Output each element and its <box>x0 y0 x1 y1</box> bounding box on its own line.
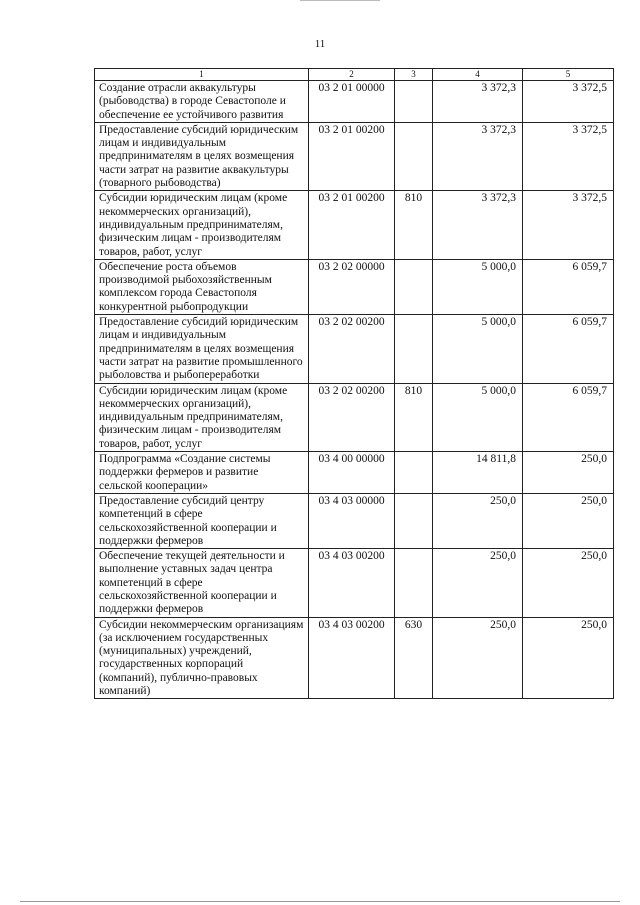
row-type-cell <box>395 452 433 494</box>
page-number: 11 <box>314 38 326 50</box>
row-code-cell: 03 4 03 00200 <box>309 617 395 699</box>
row-name-cell: Предоставление субсидий юридическим лицам и индивидуальным предпринимателям в целях возмещения части затрат на развитие промышленного рыболовства и рыбопереработки <box>95 315 309 383</box>
budget-table <box>94 68 614 699</box>
row-name-cell: Предоставление субсидий центру компетенций в сфере сельскохозяйственной кооперации и поддержки фермеров <box>95 493 309 548</box>
scan-edge-line <box>300 0 380 1</box>
column-number-row <box>95 69 614 81</box>
table-row <box>95 493 614 548</box>
row-value-2-cell: 6 059,7 <box>523 383 614 451</box>
column-header: 1 <box>95 69 309 81</box>
row-value-2-cell: 3 372,5 <box>523 122 614 190</box>
row-type-cell: 630 <box>395 617 433 699</box>
scan-edge-line <box>20 901 620 902</box>
row-code-cell: 03 4 03 00200 <box>309 549 395 617</box>
row-type-cell <box>395 315 433 383</box>
row-value-1-cell: 5 000,0 <box>433 259 523 314</box>
table-row <box>95 383 614 451</box>
row-code-cell: 03 2 02 00200 <box>309 383 395 451</box>
row-value-2-cell: 250,0 <box>523 493 614 548</box>
column-header: 5 <box>523 69 614 81</box>
row-type-cell <box>395 493 433 548</box>
table-row <box>95 315 614 383</box>
row-value-1-cell: 250,0 <box>433 617 523 699</box>
row-name-cell: Субсидии некоммерческим организациям (за исключением государственных (муниципальных) учреждений, государственных корпораций (компаний), публично-правовых компаний) <box>95 617 309 699</box>
row-code-cell: 03 2 01 00200 <box>309 191 395 259</box>
table-row <box>95 122 614 190</box>
table-row <box>95 81 614 123</box>
row-value-2-cell: 250,0 <box>523 452 614 494</box>
row-value-1-cell: 5 000,0 <box>433 383 523 451</box>
row-value-2-cell: 6 059,7 <box>523 315 614 383</box>
row-code-cell: 03 2 01 00200 <box>309 122 395 190</box>
row-name-cell: Предоставление субсидий юридическим лицам и индивидуальным предпринимателям в целях возмещения части затрат на развитие аквакультуры (товарного рыбоводства) <box>95 122 309 190</box>
row-type-cell <box>395 259 433 314</box>
row-value-1-cell: 250,0 <box>433 549 523 617</box>
row-value-1-cell: 5 000,0 <box>433 315 523 383</box>
table-row <box>95 259 614 314</box>
table-row <box>95 452 614 494</box>
column-header: 2 <box>309 69 395 81</box>
row-value-1-cell: 250,0 <box>433 493 523 548</box>
row-type-cell: 810 <box>395 383 433 451</box>
row-value-1-cell: 3 372,3 <box>433 191 523 259</box>
table-row <box>95 617 614 699</box>
row-value-2-cell: 6 059,7 <box>523 259 614 314</box>
row-value-1-cell: 3 372,3 <box>433 81 523 123</box>
row-code-cell: 03 4 00 00000 <box>309 452 395 494</box>
row-code-cell: 03 2 01 00000 <box>309 81 395 123</box>
row-name-cell: Субсидии юридическим лицам (кроме некоммерческих организаций), индивидуальным предпринимателям, физическим лицам - производителям товаров, работ, услуг <box>95 383 309 451</box>
row-value-2-cell: 3 372,5 <box>523 81 614 123</box>
row-type-cell <box>395 549 433 617</box>
row-type-cell <box>395 122 433 190</box>
row-value-1-cell: 14 811,8 <box>433 452 523 494</box>
table-row <box>95 549 614 617</box>
row-name-cell: Подпрограмма «Создание системы поддержки фермеров и развитие сельской кооперации» <box>95 452 309 494</box>
row-value-2-cell: 250,0 <box>523 549 614 617</box>
row-name-cell: Субсидии юридическим лицам (кроме некоммерческих организаций), индивидуальным предпринимателям, физическим лицам - производителям товаров, работ, услуг <box>95 191 309 259</box>
row-type-cell: 810 <box>395 191 433 259</box>
row-type-cell <box>395 81 433 123</box>
column-header: 4 <box>433 69 523 81</box>
row-value-1-cell: 3 372,3 <box>433 122 523 190</box>
row-name-cell: Обеспечение текущей деятельности и выполнение уставных задач центра компетенций в сфере сельскохозяйственной кооперации и поддержки фермеров <box>95 549 309 617</box>
column-header: 3 <box>395 69 433 81</box>
row-code-cell: 03 2 02 00200 <box>309 315 395 383</box>
row-code-cell: 03 4 03 00000 <box>309 493 395 548</box>
row-value-2-cell: 3 372,5 <box>523 191 614 259</box>
row-name-cell: Создание отрасли аквакультуры (рыбоводства) в городе Севастополе и обеспечение ее устойчивого развития <box>95 81 309 123</box>
row-name-cell: Обеспечение роста объемов производимой рыбохозяйственным комплексом города Севастополя конкурентной рыбопродукции <box>95 259 309 314</box>
row-value-2-cell: 250,0 <box>523 617 614 699</box>
table-row <box>95 191 614 259</box>
row-code-cell: 03 2 02 00000 <box>309 259 395 314</box>
